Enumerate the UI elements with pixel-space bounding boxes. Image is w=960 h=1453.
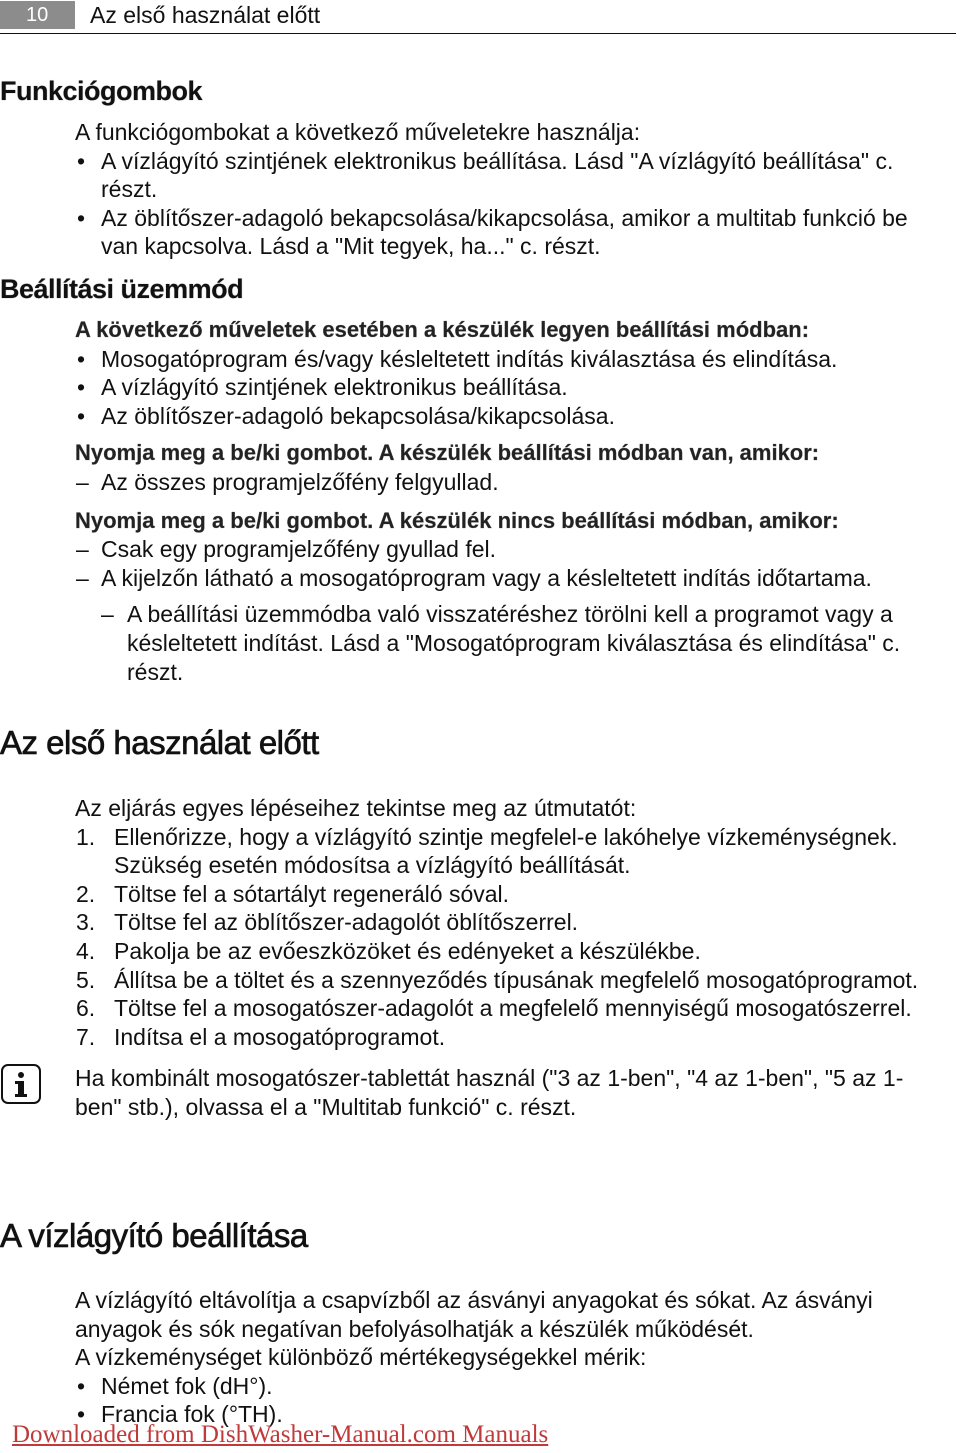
press-onoff-text: Nyomja meg a be/ki gombot. A készülék nincs beállítási módban, amikor:	[75, 507, 839, 533]
section-title: Beállítási üzemmód	[0, 274, 244, 304]
section-funkciogombok	[0, 74, 958, 261]
bullet-list	[0, 147, 958, 261]
info-note	[0, 1064, 958, 1121]
header-divider	[0, 33, 956, 34]
list-item: – Az összes programjelzőfény felgyullad.	[76, 468, 499, 495]
header-title: Az első használat előtt	[90, 2, 321, 28]
page-number: 10	[0, 1, 75, 29]
sub-dash-list	[0, 600, 958, 686]
list-item: – A kijelzőn látható a mosogatóprogram vagy a késleltetett indítás időtartama.	[76, 564, 872, 591]
list-item: • A vízlágyító szintjének elektronikus beállítása.	[77, 374, 568, 401]
list-item: – Csak egy programjelzőfény gyullad fel.	[76, 536, 497, 563]
section-intro: A funkciógombokat a következő műveletekre használja:	[75, 119, 641, 145]
list-item: • Francia fok (°TH).	[77, 1401, 283, 1428]
section-vizlagyito	[0, 1216, 958, 1429]
section-elso-hasznalat	[0, 723, 958, 1122]
paragraph: A vízkeménységet különböző mértékegységekkel mérik:	[75, 1344, 647, 1371]
list-item: • Az öblítőszer-adagoló bekapcsolása/kikapcsolása.	[77, 402, 615, 429]
page-header	[0, 0, 960, 36]
bullet-list	[0, 345, 958, 431]
section-title: A vízlágyító beállítása	[0, 1217, 308, 1254]
press-onoff-text: Nyomja meg a be/ki gombot. A készülék beállítási módban van, amikor:	[75, 440, 820, 466]
section-intro: A következő műveletek esetében a készülék legyen beállítási módban:	[75, 317, 810, 342]
download-link[interactable]: Downloaded from DishWasher-Manual.com Manuals	[12, 1421, 549, 1448]
list-item: 5. Állítsa be a töltet és a szennyeződés típusának megfelelő mosogatóprogramot.	[76, 966, 919, 993]
list-item: • Mosogatóprogram és/vagy késleltetett indítás kiválasztása és elindítása.	[77, 345, 838, 372]
paragraph: A vízlágyító eltávolítja a csapvízből az ásványi anyagokat és sókat. Az ásványi anyagok és sók negatívan befolyásolhatják a készülék működését.	[75, 1287, 873, 1342]
section-title: Az első használat előtt	[0, 724, 319, 761]
numbered-list	[0, 823, 958, 1052]
list-item: • Az öblítőszer-adagoló bekapcsolása/kikapcsolása, amikor a multitab funkció be van kapcsolva. Lásd a "Mit tegyek, ha..." c. részt.	[77, 204, 908, 260]
list-item: 6. Töltse fel a mosogatószer-adagolót a megfelelő mennyiségű mosogatószerrel.	[76, 995, 912, 1022]
dash-list	[0, 535, 958, 592]
section-intro: Az eljárás egyes lépéseihez tekintse meg az útmutatót:	[75, 795, 637, 821]
note-text: Ha kombinált mosogatószer-tablettát használ ("3 az 1-ben", "4 az 1-ben", "5 az 1-ben" stb.), olvassa el a "Multitab funkció" c. részt.	[75, 1065, 904, 1120]
list-item: • Német fok (dH°).	[77, 1372, 273, 1399]
list-item: 7. Indítsa el a mosogatóprogramot.	[76, 1023, 446, 1050]
section-beallitasi	[0, 272, 958, 686]
dash-list	[0, 468, 958, 497]
section-title: Funkciógombok	[0, 76, 202, 106]
list-item: • A vízlágyító szintjének elektronikus beállítása. Lásd "A vízlágyító beállítása" c. részt.	[77, 147, 894, 203]
list-item: – A beállítási üzemmódba való visszatéréshez törölni kell a programot vagy a késleltetett indítást. Lásd a "Mosogatóprogram kiválasztása és elindítása" c. részt.	[101, 601, 901, 685]
list-item: 2. Töltse fel a sótartályt regeneráló sóval.	[76, 880, 510, 907]
info-icon	[1, 1064, 41, 1104]
list-item: 1. Ellenőrizze, hogy a vízlágyító szintje megfelel-e lakóhelye vízkeménységnek. Szükség esetén módosítsa a vízlágyító beállítását.	[76, 823, 898, 879]
list-item: 3. Töltse fel az öblítőszer-adagolót öblítőszerrel.	[76, 909, 579, 936]
list-item: 4. Pakolja be az evőeszközöket és edényeket a készülékbe.	[76, 937, 701, 964]
